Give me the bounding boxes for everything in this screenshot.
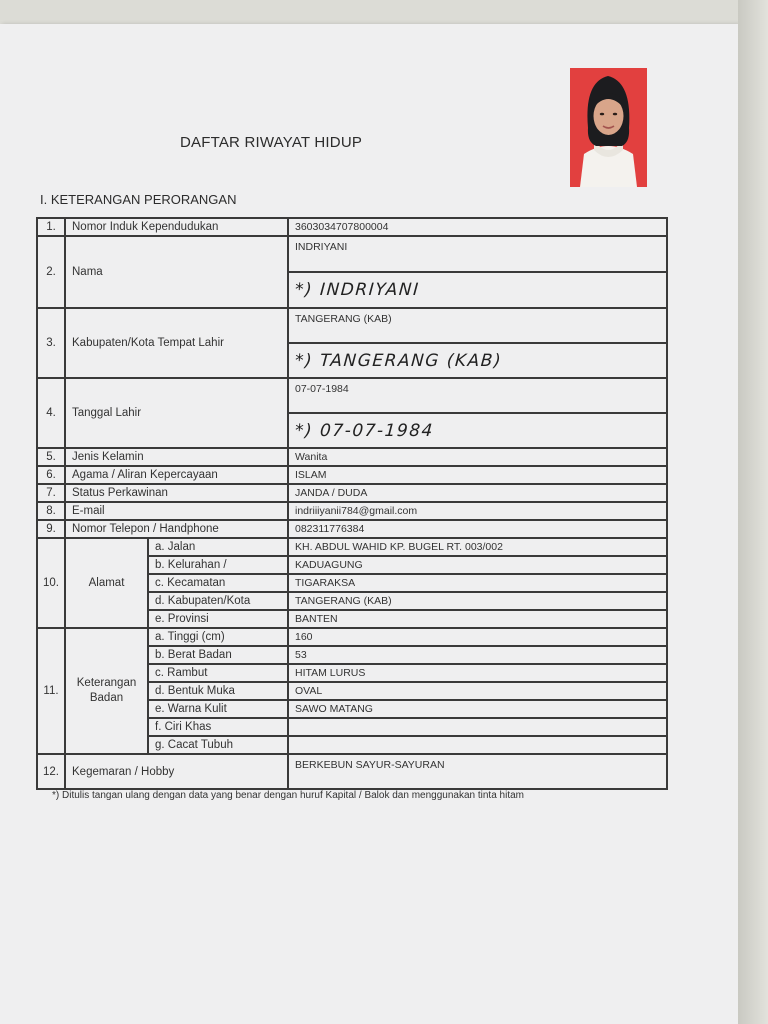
field-value: TANGERANG (KAB) — [288, 308, 667, 343]
field-value: 082311776384 — [288, 520, 667, 538]
field-label: Jenis Kelamin — [65, 448, 288, 466]
field-label: Tanggal Lahir — [65, 378, 288, 448]
sub-field-label: a. Jalan — [148, 538, 288, 556]
field-label: E-mail — [65, 502, 288, 520]
handwritten-birthdate: *) 07-07-1984 — [294, 420, 435, 441]
personal-info-table — [36, 217, 668, 790]
sub-field-label: a. Tinggi (cm) — [148, 628, 288, 646]
field-label: Nomor Telepon / Handphone — [65, 520, 288, 538]
row-number: 3. — [37, 308, 65, 378]
row-number: 12. — [37, 754, 65, 789]
field-value: Wanita — [288, 448, 667, 466]
label-line: Keterangan — [76, 677, 137, 689]
field-value: TANGERANG (KAB) — [288, 592, 667, 610]
field-value: 53 — [288, 646, 667, 664]
field-label: Nama — [65, 236, 288, 308]
table-row — [37, 308, 667, 343]
sub-field-label: e. Warna Kulit — [148, 700, 288, 718]
table-row — [37, 448, 667, 466]
row-number: 7. — [37, 484, 65, 502]
sub-field-label: d. Kabupaten/Kota — [148, 592, 288, 610]
handwritten-field — [288, 272, 667, 308]
sub-field-label: c. Rambut — [148, 664, 288, 682]
row-number: 1. — [37, 218, 65, 236]
field-value: OVAL — [288, 682, 667, 700]
field-value: SAWO MATANG — [288, 700, 667, 718]
field-value: INDRIYANI — [288, 236, 667, 272]
label-line: Badan — [89, 692, 124, 704]
field-label: Kegemaran / Hobby — [65, 754, 288, 789]
table-row — [37, 466, 667, 484]
handwritten-name: *) INDRIYANI — [294, 280, 421, 300]
row-number: 4. — [37, 378, 65, 448]
row-number: 6. — [37, 466, 65, 484]
table-row — [37, 754, 667, 789]
row-number: 9. — [37, 520, 65, 538]
field-value: TIGARAKSA — [288, 574, 667, 592]
table-row — [37, 628, 667, 646]
field-label — [65, 628, 148, 754]
table-row — [37, 378, 667, 413]
sub-field-label: e. Provinsi — [148, 610, 288, 628]
field-label: Nomor Induk Kependudukan — [65, 218, 288, 236]
field-value: 3603034707800004 — [288, 218, 667, 236]
table-row — [37, 484, 667, 502]
field-value — [288, 718, 667, 736]
document-title: DAFTAR RIWAYAT HIDUP — [180, 134, 363, 151]
row-number: 5. — [37, 448, 65, 466]
field-value: KADUAGUNG — [288, 556, 667, 574]
footnote: *) Ditulis tangan ulang dengan data yang benar dengan huruf Kapital / Balok dan menggunakan tinta hitam — [52, 790, 525, 801]
field-label: Alamat — [65, 538, 148, 628]
field-label: Kabupaten/Kota Tempat Lahir — [65, 308, 288, 378]
handwritten-birthplace: *) TANGERANG (KAB) — [294, 350, 503, 371]
field-value: 07-07-1984 — [288, 378, 667, 413]
field-value: 160 — [288, 628, 667, 646]
table-row — [37, 502, 667, 520]
row-number: 2. — [37, 236, 65, 308]
section-heading: I. KETERANGAN PERORANGAN — [40, 192, 237, 207]
table-row — [37, 520, 667, 538]
row-number: 11. — [37, 628, 65, 754]
table-row — [37, 538, 667, 556]
field-label: Agama / Aliran Kepercayaan — [65, 466, 288, 484]
sub-field-label: b. Berat Badan — [148, 646, 288, 664]
field-value: HITAM LURUS — [288, 664, 667, 682]
sub-field-label: f. Ciri Khas — [148, 718, 288, 736]
field-value: BERKEBUN SAYUR-SAYURAN — [288, 754, 667, 789]
table-row — [37, 236, 667, 272]
profile-photo — [570, 68, 647, 187]
field-value: ISLAM — [288, 466, 667, 484]
sub-field-label: g. Cacat Tubuh — [148, 736, 288, 754]
row-number: 8. — [37, 502, 65, 520]
row-number: 10. — [37, 538, 65, 628]
field-value: KH. ABDUL WAHID KP. BUGEL RT. 003/002 — [288, 538, 667, 556]
field-value: BANTEN — [288, 610, 667, 628]
field-value — [288, 736, 667, 754]
sub-field-label: c. Kecamatan — [148, 574, 288, 592]
handwritten-field — [288, 413, 667, 448]
field-value: JANDA / DUDA — [288, 484, 667, 502]
table-row — [37, 218, 667, 236]
scan-edge — [738, 0, 768, 1024]
sub-field-label: d. Bentuk Muka — [148, 682, 288, 700]
handwritten-field — [288, 343, 667, 378]
field-label: Status Perkawinan — [65, 484, 288, 502]
sub-field-label: b. Kelurahan / — [148, 556, 288, 574]
field-value: indriiiyanii784@gmail.com — [288, 502, 667, 520]
